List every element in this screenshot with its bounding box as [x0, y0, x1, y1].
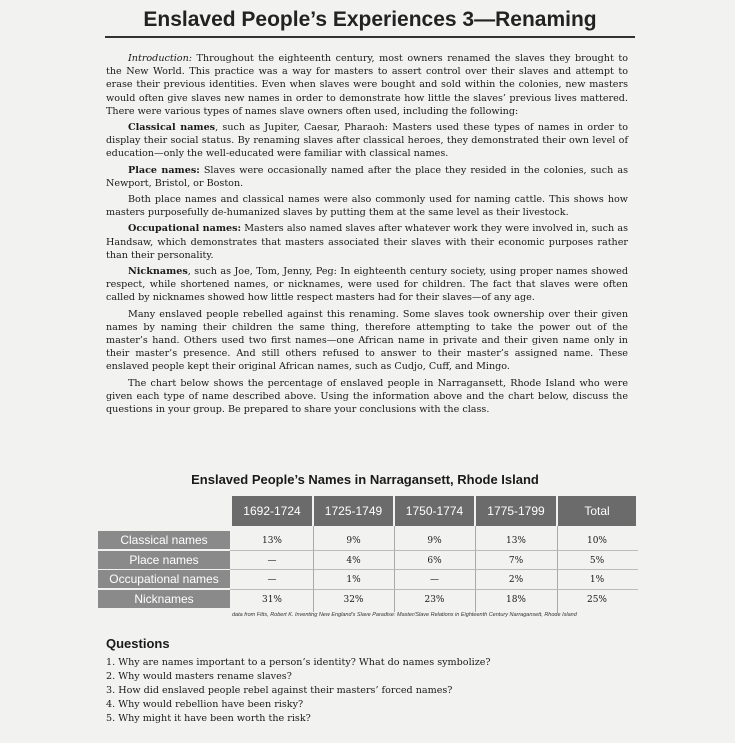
question-item: 2. Why would masters rename slaves? — [106, 671, 292, 682]
nicknames-text: , such as Joe, Tom, Jenny, Peg: In eighteenth century society, using proper names showed respect, while shortened names, or nicknames, were used for children. The fact that slaves were often called by nicknames showed how little respect masters had for their slaves—of any age. — [106, 266, 628, 304]
table-cell: 9% — [346, 535, 361, 546]
intro-label: Introduction: — [128, 53, 192, 64]
title-rule — [105, 36, 635, 38]
questions-heading: Questions — [106, 636, 170, 651]
nicknames-label: Nicknames — [128, 266, 188, 278]
question-item: 4. Why would rebellion have been risky? — [106, 699, 304, 710]
table-cell: 31% — [261, 594, 282, 605]
cattle-paragraph: Both place names and classical names were also commonly used for naming cattle. This shows how masters purposefully de-humanized slaves by putting them at the same level as their livestock. — [106, 194, 628, 219]
column-header: 1725-1749 — [314, 496, 395, 526]
nicknames-paragraph — [106, 265, 628, 305]
chart-title: Enslaved People’s Names in Narragansett, Rhode Island — [191, 472, 539, 487]
row-label: Place names — [98, 551, 230, 569]
body-text — [106, 52, 628, 419]
question-item: 1. Why are names important to a person’s identity? What do names symbolize? — [106, 657, 491, 668]
table-cell: 7% — [508, 555, 524, 566]
table-cell: 5% — [589, 555, 605, 566]
table-cell: 23% — [424, 594, 445, 605]
table-cell: 1% — [589, 574, 605, 585]
table-cell: 10% — [586, 535, 607, 546]
intro-paragraph — [106, 52, 628, 118]
table-cell: 4% — [346, 555, 361, 566]
place-paragraph — [106, 164, 628, 190]
table-cell: 25% — [586, 594, 607, 605]
row-label: Nicknames — [98, 590, 230, 608]
question-item: 5. Why might it have been worth the risk? — [106, 713, 311, 724]
classical-label: Classical names — [128, 122, 216, 134]
column-header: 1775-1799 — [476, 496, 558, 526]
place-label: Place names: — [128, 164, 200, 176]
occupational-paragraph — [106, 222, 628, 262]
row-label: Occupational names — [98, 570, 230, 588]
column-header: Total — [558, 496, 638, 526]
table-cell: 18% — [505, 594, 526, 605]
table-cell: 1% — [346, 574, 361, 585]
chart-source: data from Fitts, Robert K. Inventing New England’s Slave Paradise: Master/Slave Relations in Eighteenth Century Narragansett, Rhode Island — [232, 612, 577, 618]
row-label: Classical names — [98, 531, 230, 549]
occupational-label: Occupational names: — [128, 223, 242, 235]
column-header: 1692-1724 — [232, 496, 314, 526]
table-cell: — — [267, 574, 277, 585]
table-cell: 13% — [505, 535, 526, 546]
question-item: 3. How did enslaved people rebel against their masters’ forced names? — [106, 685, 453, 696]
table-cell: 13% — [261, 535, 282, 546]
chart-intro-paragraph: The chart below shows the percentage of enslaved people in Narragansett, Rhode Island who were given each type of name described above. Using the information above and the chart below, discuss the questions in your group. Be prepared to share your conclusions with the class. — [106, 377, 628, 416]
occupational-text: Masters also named slaves after whatever work they were involved in, such as Handsaw, which demonstrates that masters associated their slaves with their economic purposes rather than their personality. — [106, 223, 628, 261]
table-cell: 2% — [508, 574, 524, 585]
table-cell: — — [267, 555, 277, 566]
rebellion-paragraph: Many enslaved people rebelled against this renaming. Some slaves took ownership over their given names by naming their children the same thing, therefore attempting to take the power out of the master’s hand. Others used two first names—one African name in private and their given name only in their master’s presence. And still others refused to answer to their master’s assigned name. These enslaved people kept their original African names, such as Cudjo, Cuff, and Mingo. — [106, 308, 628, 373]
classical-paragraph — [106, 121, 628, 161]
column-header: 1750-1774 — [395, 496, 476, 526]
table-cell: 32% — [343, 594, 364, 605]
place-text: Slaves were occasionally named after the place they resided in the colonies, such as Newport, Bristol, or Boston. — [106, 164, 628, 189]
table-cell: 6% — [427, 555, 442, 566]
table-cell: — — [430, 574, 439, 585]
page-title: Enslaved People’s Experiences 3—Renaming — [143, 8, 597, 31]
questions-list — [106, 656, 606, 726]
intro-text: Throughout the eighteenth century, most owners renamed the slaves they brought to the New World. This practice was a way for masters to assert control over their slaves and attempt to erase their previous identities. Even when slaves were bought and sold within the colonies, new masters would often give slaves new names in order to demonstrate how little the slaves’ previous lives mattered. There were various types of names slave owners often used, including the following: — [106, 53, 628, 117]
table-cell: 9% — [427, 535, 442, 546]
classical-text: , such as Jupiter, Caesar, Pharaoh: Masters used these types of names in order to display their social status. By renaming slaves after classical heroes, they demonstrated their own level of education—only the well-educated were familiar with classical names. — [106, 122, 628, 160]
